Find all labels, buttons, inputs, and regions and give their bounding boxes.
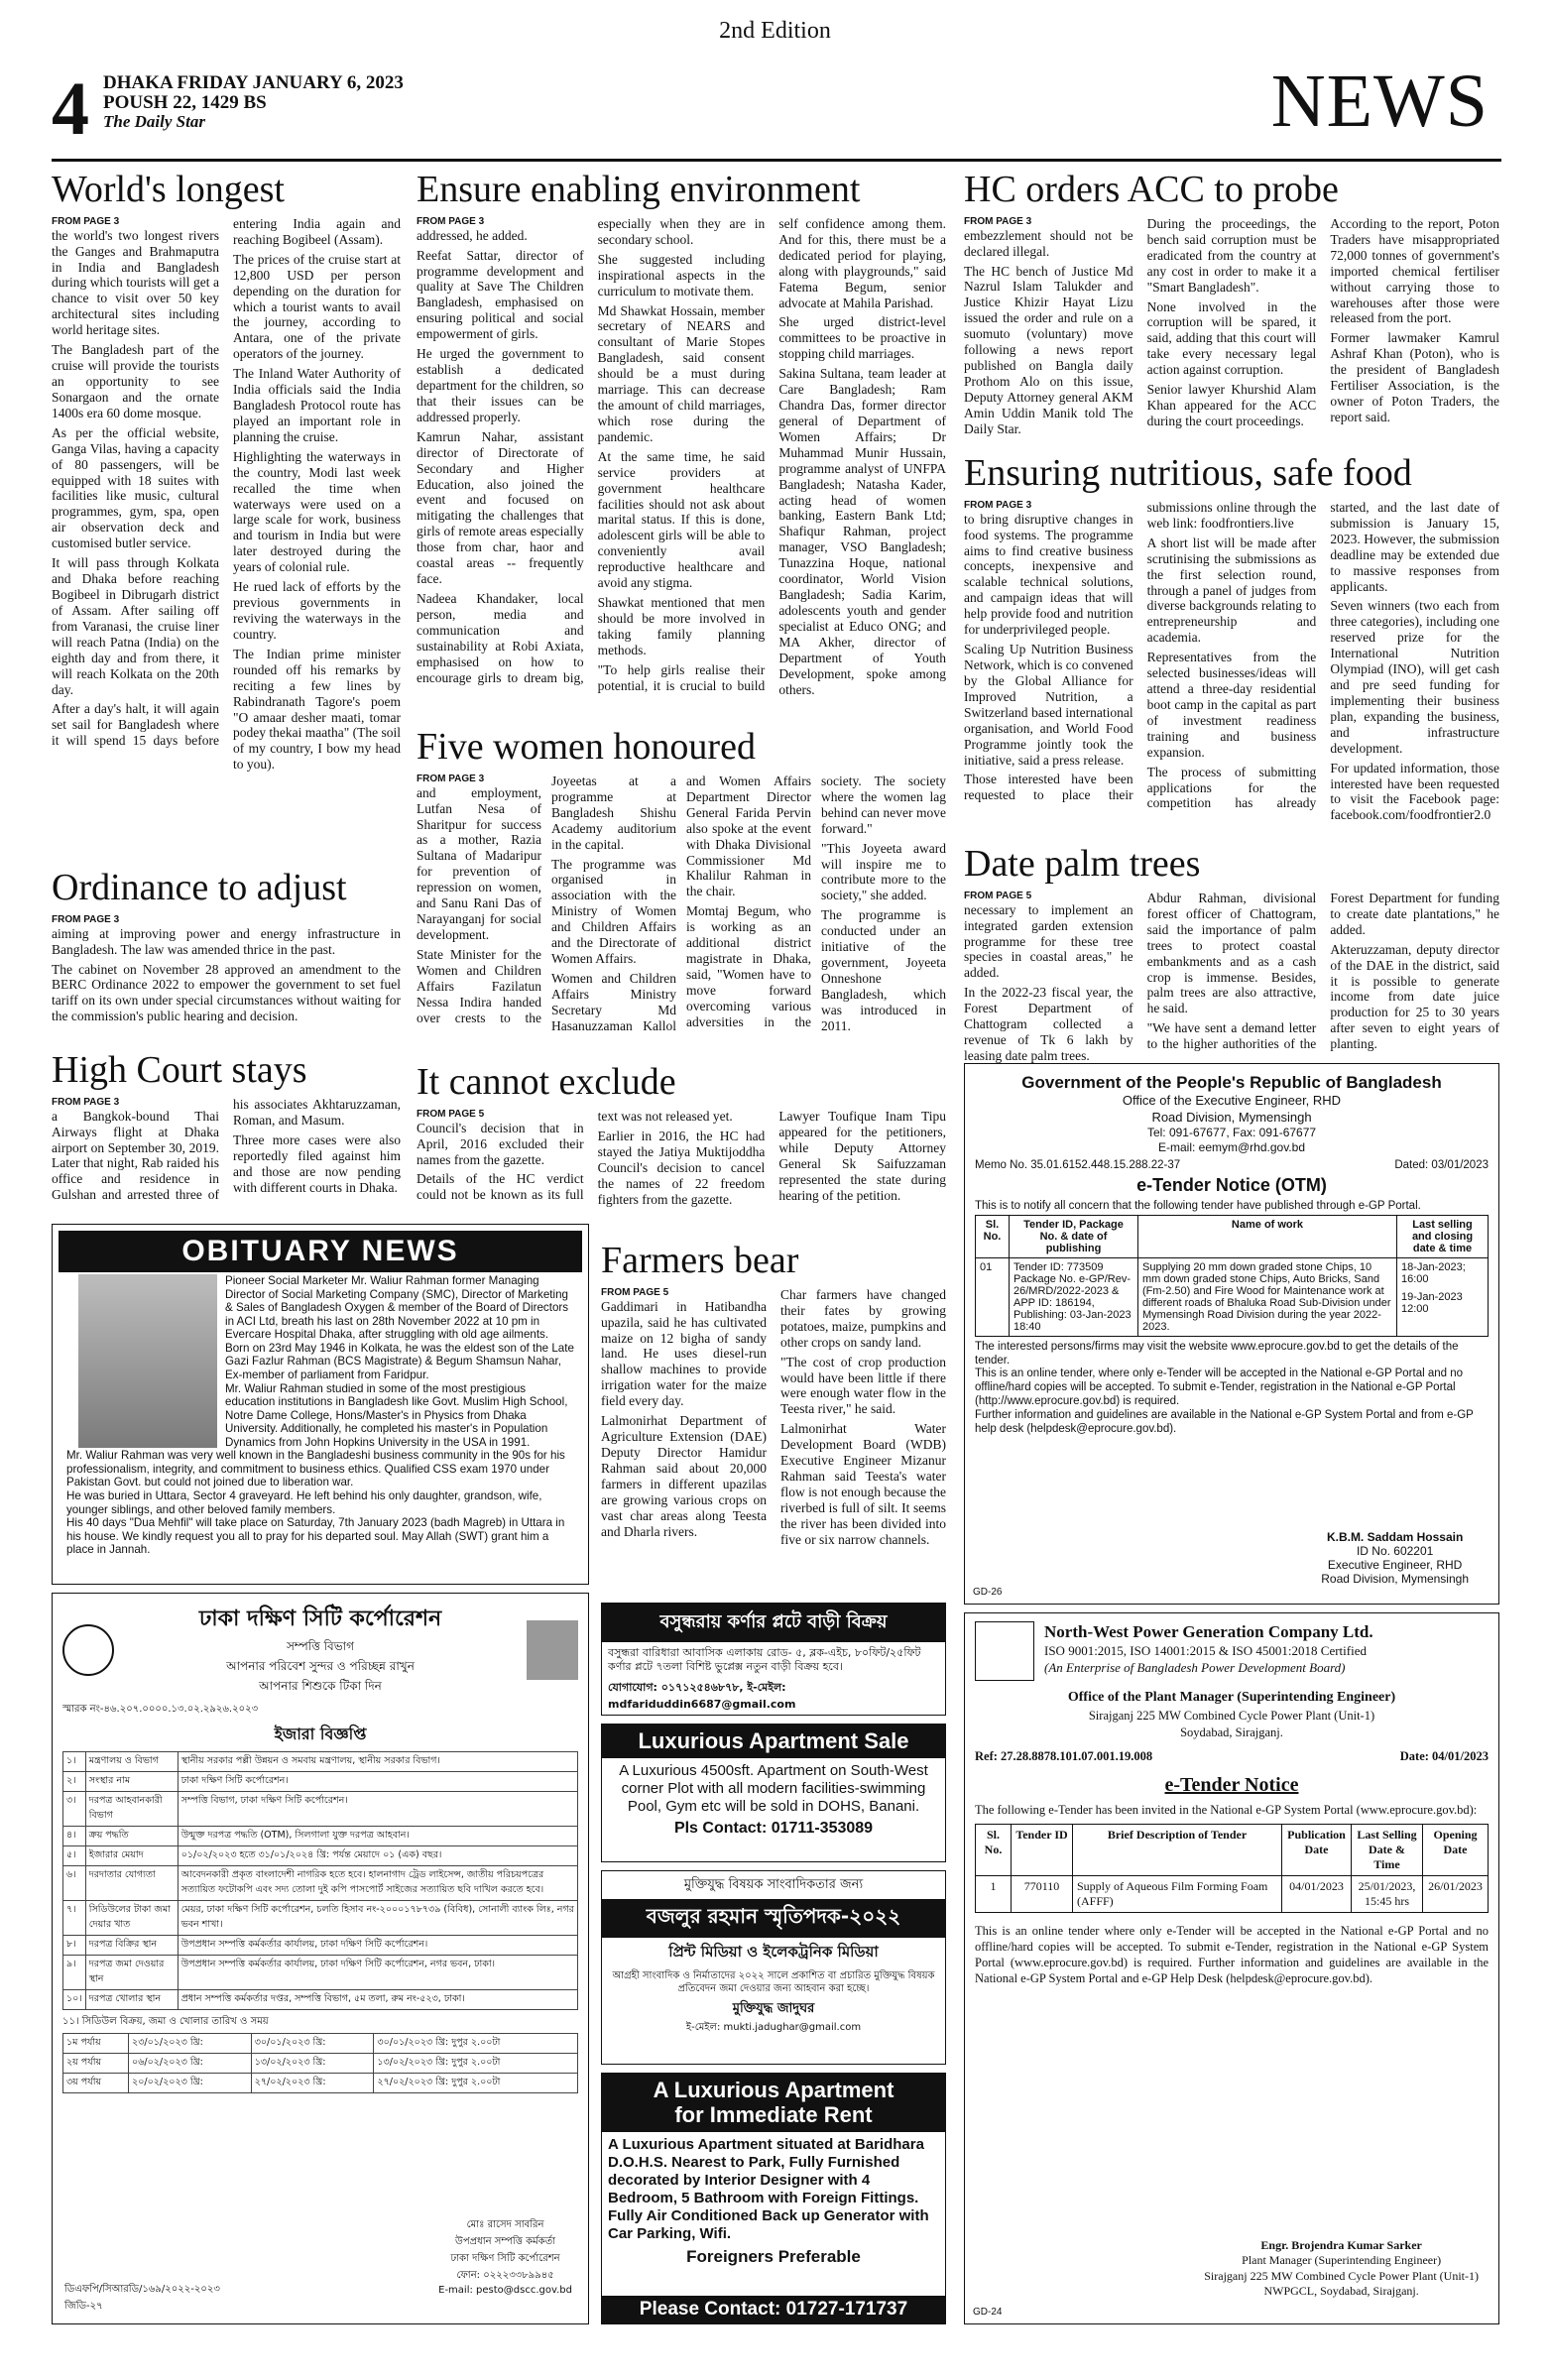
dscc-schedule-cell: ২য় পর্যায়: [63, 2054, 129, 2074]
paragraph: Those interested have been requested to place their submissions online through the web link: foodfrontiers.live: [964, 499, 1317, 803]
jump-line: FROM PAGE 3: [52, 215, 120, 227]
paragraph: As per the official website, Ganga Vilas, having a capacity of 80 passengers, will be equipped with 18 suites with facilities like music, cultural programmes, gym, spa, open air observation deck and customised butler service.: [52, 424, 219, 551]
nwpgcl-ref: Ref: 27.28.8878.101.07.001.19.008: [975, 1748, 1153, 1763]
story-headline: Ensuring nutritious, safe food: [964, 452, 1412, 494]
dscc-dept: সম্পত্তি বিভাগ: [286, 1639, 355, 1653]
paragraph: Md Shawkat Hossain, member secretary of NEARS and consultant of Marie Stopes Bangladesh, said consent should be a must during marriage. This can decrease the amount of child marriages, which rose during the pandemic.: [597, 302, 766, 444]
nwpgcl-office: Office of the Plant Manager (Superintending Engineer): [1067, 1690, 1396, 1705]
dscc-row: [63, 1990, 578, 2010]
award-header: মুক্তিযুদ্ধ বিষয়ক সাংবাদিকতার জন্য: [683, 1877, 864, 1892]
rhd-dated: Dated: 03/01/2023: [1394, 1158, 1489, 1171]
story-headline: Ensure enabling environment: [417, 169, 861, 210]
nwpgcl-th: Publication Date: [1282, 1824, 1352, 1875]
rhd-gov: Government of the People's Republic of Bangladesh: [1021, 1073, 1442, 1092]
dscc-schedule-cell: ৩য় পর্যায়: [63, 2074, 129, 2093]
story-body: [964, 216, 1499, 437]
paragraph: Abdur Rahman, divisional forest officer of Chattogram, said the importance of palm trees to protect coastal embankments and as a cash crop is immense. Besides, palm trees are also attractive, he said.: [1146, 890, 1317, 1016]
paragraph: Three more cases were also reportedly filed against him and those are now pending with different courts in Dhaka.: [233, 1131, 401, 1195]
dscc-cell: আবেদনকারী প্রকৃত বাংলাদেশী নাগরিক হতে হবে। হালনাগাদ ট্রেড লাইসেন্স, জাতীয় পরিচয়পত্রের সত্যায়িত ফটোকপি এবং সদ্য তোলা দুই কপি পাসপোর্ট সাইজের সত্যায়িত ছবি দাখিল করতে হবে।: [178, 1866, 577, 1901]
paragraph: According to the report, Poton Traders have misappropriated 72,000 tonnes of government's imported chemical fertiliser without carrying those to warehouses after those were released from the port.: [1330, 215, 1499, 326]
lux-rent-body: A Luxurious Apartment situated at Baridhara D.O.H.S. Nearest to Park, Fully Furnished decorated by Interior Designer with 4 Bedroom, 5 Bathroom with Foreign Fittings. Fully Air Conditioned Back up Generator with Car Parking, Wifi.: [608, 2135, 929, 2242]
paragraph: It will pass through Kolkata and Dhaka before reaching Bogibeel in Dibrugarh district of Assam. After sailing off from Varanasi, the cruise liner will reach Patna (India) on the eighth day and from there, it will reach Kolkata on the 20th day.: [52, 555, 219, 697]
lux-sale-title: Luxurious Apartment Sale: [602, 1725, 945, 1758]
story-headline: High Court stays: [52, 1049, 307, 1091]
story-headline: Five women honoured: [417, 726, 756, 768]
dscc-cell: ৬।: [63, 1866, 86, 1901]
story-hc-acc: [964, 171, 1499, 448]
paragraph: the world's two longest rivers the Ganges and Brahmaputra in India and Bangladesh during which tourists will get a chance to visit over 50 key architectural sites including world heritage sites.: [52, 227, 219, 338]
rhd-signer: K.B.M. Saddam Hossain: [1326, 1530, 1464, 1544]
ad-obituary: [52, 1224, 589, 1585]
paragraph: Scaling Up Nutrition Business Network, which is co convened by the Global Alliance for Improved Nutrition, a Switzerland based international organisation, and World Food Programme jointly took the initiative, said a press release.: [964, 642, 1133, 768]
rhd-intro: This is to notify all concern that the following tender have published through e-GP Portal.: [975, 1199, 1421, 1212]
dscc-cell: দরপত্র জমা দেওয়ার স্থান: [85, 1956, 178, 1990]
rhd-td-dates: [1397, 1257, 1489, 1336]
story-headline: It cannot exclude: [417, 1061, 676, 1103]
paragraph: Gaddimari in Hatibandha upazila, said he has cultivated maize on 12 bigha of sandy land. He uses diesel-run shallow machines to provide irrigation water for the maize field every day.: [601, 1298, 767, 1409]
rhd-td: Supplying 20 mm down graded stone Chips, 10 mm down graded stone Chips, Auto Bricks, Sand (Fm-2.50) and Fire Wood for Maintenance work at different roads of Bhaluka Road Sub-Division under Mymensingh Road Division during the year 2022-2023.: [1138, 1257, 1397, 1336]
paragraph: The programme was organised in association with the Ministry of Women and Children Affairs and the Directorate of Women Affairs.: [551, 856, 676, 967]
nwpgcl-th: Sl. No.: [976, 1824, 1012, 1875]
dscc-cell: ০১/০২/২০২৩ হতে ৩১/০১/২০২৪ খ্রি: পর্যন্ত মেয়াদে ০১ (এক) বছর।: [178, 1846, 577, 1866]
nwpgcl-iso: ISO 9001:2015, ISO 14001:2015 & ISO 45001:2018 Certified: [1044, 1643, 1367, 1659]
rhd-division: Road Division, Mymensingh: [1151, 1109, 1312, 1125]
nwpgcl-signer: Engr. Brojendra Kumar Sarker: [1260, 2237, 1422, 2252]
date-line-2: POUSH 22, 1429 BS: [103, 91, 267, 113]
nwpgcl-th: Opening Date: [1423, 1824, 1489, 1875]
paragraph: Council's decision that in April, 2016 excluded their names from the gazette.: [417, 1120, 584, 1167]
jump-line: FROM PAGE 5: [417, 1108, 485, 1120]
lux-rent-preferable: Foreigners Preferable: [686, 2246, 861, 2266]
paragraph: "This Joyeeta award will inspire me to contribute more to the society," she added.: [821, 840, 946, 903]
dscc-schedule-cell: ০৬/০২/২০২৩ খ্রি:: [129, 2054, 252, 2074]
dscc-cell: ৪।: [63, 1827, 86, 1846]
dscc-schedule-cell: ২৭/০২/২০২৩ খ্রি: দুপুর ২.০০টা: [374, 2074, 578, 2093]
nwpgcl-date: Date: 04/01/2023: [1399, 1748, 1489, 1763]
date-line-1: DHAKA FRIDAY JANUARY 6, 2023: [103, 72, 404, 93]
dscc-cell: ৮।: [63, 1936, 86, 1956]
dscc-signature: [438, 2217, 572, 2296]
nwpgcl-logo-icon: [975, 1621, 1034, 1681]
dscc-row: [63, 1866, 578, 1901]
nwpgcl-td: Supply of Aqueous Film Forming Foam (AFFF): [1073, 1875, 1282, 1912]
bashundhara-body: বসুন্ধরা বারিধারা আবাসিক এলাকায় রোড- ৫, ব্লক-এইচ, ৮০ফিট/২৫ফিট কর্ণার প্লটে ৭তলা বিশিষ্ট ভুপ্লেক্স নতুন বাড়ী বিক্রয় হবে।: [608, 1646, 921, 1674]
paragraph: Kamrun Nahar, assistant director of Directorate of Secondary and Higher Education, also joined the event and focused on mitigating the challenges that girls of remote areas especially those from char, haor and coastal areas -- frequently face.: [417, 428, 584, 587]
obituary-text: [66, 1274, 576, 1557]
dscc-row: [63, 1936, 578, 1956]
rhd-office: Office of the Executive Engineer, RHD: [1122, 1093, 1342, 1109]
paragraph: Lawyer Toufique Inam Tipu appeared for the petitioners, while Deputy Attorney General Sk Saifuzzaman represented the state during hearing of the petition.: [778, 1108, 946, 1203]
paragraph: Representatives from the selected businesses/ideas will attend a three-day residential boot camp in the capital as part of investment readiness training and business expansion.: [1146, 650, 1317, 760]
rhd-note: This is an online tender, where only e-Tender will be accepted in the National e-GP Portal and no offline/hard copies will be accepted. To submit e-Tender, registration in the National e-GP Portal (http://www.eprocure.gov.bd) is required.: [975, 1368, 1464, 1407]
story-body: [417, 774, 946, 1034]
rhd-notice-title: e-Tender Notice (OTM): [1136, 1174, 1327, 1195]
ad-bashundhara: [601, 1603, 946, 1716]
obituary-para: Born on 23rd May 1946 in Kolkata, he was the eldest son of the Late Gazi Fazlur Rahman (BCS Magistrate) & Begum Shamsun Nahar, Ex-member of parliament from Faridpur.: [225, 1341, 574, 1381]
dscc-cell: ২।: [63, 1772, 86, 1792]
paragraph: Earlier in 2016, the HC had stayed the Jatiya Muktijoddha Council's decision to cancel the names of 22 freedom fighters from the gazette.: [597, 1128, 766, 1207]
paragraph: Sakina Sultana, team leader at Care Bangladesh; Ram Chandra Das, former director general of Department of Women Affairs; Dr Muhammad Munir Hussain, programme analyst of UNFPA Bangladesh; Natasha Kader, acting head of women banking, Eastern Bank Ltd; Shafiqur Rahman, project manager, VSO Bangladesh; Tunazzina Hoque, national coordinator, World Vision Bangladesh; Sadia Karim, adolescents youth and gender specialist at Educo ONG; and MA Akher, director of Department of Youth Development, spoke among others.: [778, 366, 946, 697]
dscc-signer-phone: ফোন: ০২২২৩৩৮৯৯৪৫: [456, 2270, 554, 2281]
nwpgcl-th: Brief Description of Tender: [1073, 1824, 1282, 1875]
paragraph: In the 2022-23 fiscal year, the Forest Department of Chattogram collected a revenue of Tk 6 lakh by leasing date palm trees.: [964, 985, 1133, 1063]
obituary-para: Pioneer Social Marketer Mr. Waliur Rahman former Managing Director of Social Marketing Company (SMC), Director of Marketing & Sales of Bangladesh Oxygen & member of the Board of Directors in ACI Ltd, breath his last on 28th November 2022 at 10 pm in Evercare Hospital Dhaka, after struggling with old age ailments.: [225, 1274, 569, 1342]
dscc-signer: মোঃ রাসেদ সাবরিন: [466, 2219, 544, 2230]
rhd-closing-date: 19-Jan-2023 12:00: [1401, 1290, 1463, 1315]
story-body: [52, 216, 401, 773]
dscc-row: [63, 1901, 578, 1936]
obituary-para: His 40 days "Dua Mehfil" will take place on Saturday, 7th January 2023 (badh Magreb) in Uttara in his house. We kindly request you all to pray for his departed soul. May Allah (SWT) grant him a place in Jannah.: [66, 1516, 565, 1557]
dscc-cell: ক্রয় পদ্ধতি: [85, 1827, 178, 1846]
dscc-cell: দরদাতার যোগ্যতা: [85, 1866, 178, 1901]
paragraph: State Minister for the Women and Children Affairs Fazilatun Nessa Indira handed over crests to the Joyeetas at a programme at Bangladesh Shishu Academy auditorium in the capital.: [417, 773, 676, 1025]
story-farmers-bear: [601, 1242, 946, 1595]
dscc-table: [62, 1751, 578, 2010]
dscc-cell: ১০।: [63, 1990, 86, 2010]
edition-label: 2nd Edition: [719, 18, 831, 44]
nwpgcl-location: Soydabad, Sirajganj.: [1180, 1725, 1283, 1739]
story-headline: World's longest: [52, 169, 285, 210]
jump-line: FROM PAGE 5: [601, 1286, 669, 1298]
story-headline: Ordinance to adjust: [52, 867, 347, 908]
rhd-note: The interested persons/firms may visit the website www.eprocure.gov.bd to get the details of the tender.: [975, 1340, 1459, 1367]
dscc-row: [63, 1956, 578, 1990]
dscc-cell: ইজারার মেয়াদ: [85, 1846, 178, 1866]
story-body: [964, 500, 1499, 823]
rhd-th: Last selling and closing date & time: [1397, 1215, 1489, 1257]
jump-line: FROM PAGE 3: [417, 215, 485, 227]
dscc-signer-title: উপপ্রধান সম্পত্তি কর্মকর্তা: [455, 2236, 556, 2247]
page-number: 4: [52, 67, 89, 151]
dscc-footer-gd: জিডি-২৭: [64, 2301, 103, 2312]
paragraph: She suggested including inspirational aspects in the curriculum to motivate them.: [597, 251, 766, 298]
dscc-cell: উন্মুক্ত দরপত্র পদ্ধতি (OTM), সিলগালা যুক্ত দরপত্র আহবান।: [178, 1827, 577, 1846]
nwpgcl-td: 04/01/2023: [1282, 1875, 1352, 1912]
dscc-org: ঢাকা দক্ষিণ সিটি কর্পোরেশন: [198, 1606, 442, 1631]
dscc-slogan-2: আপনার শিশুকে টিকা দিন: [259, 1679, 382, 1693]
dscc-row: [63, 1752, 578, 1772]
paragraph: After a day's halt, it will again set sail for Bangladesh where it will spend 15 days before entering India again and reaching Bogibeel (Assam).: [52, 215, 401, 749]
nwpgcl-enterprise: (An Enterprise of Bangladesh Power Development Board): [1044, 1659, 1346, 1675]
section-title: NEWS: [1270, 60, 1489, 143]
nwpgcl-signer-title: Plant Manager (Superintending Engineer): [1242, 2253, 1442, 2268]
nwpgcl-td: 770110: [1012, 1875, 1073, 1912]
dscc-slogan-1: আপনার পরিবেশ সুন্দর ও পরিচ্ছন্ন রাখুন: [226, 1659, 415, 1673]
dscc-notice-title: ইজারা বিজ্ঞপ্তি: [274, 1725, 367, 1743]
paragraph: She urged district-level committees to be proactive in stopping child marriages.: [778, 314, 946, 362]
jump-line: FROM PAGE 3: [964, 499, 1032, 511]
story-headline: Farmers bear: [601, 1240, 799, 1281]
rhd-signature: [1321, 1530, 1469, 1586]
paragraph: Senior lawyer Khurshid Alam Khan appeared for the ACC during the court proceedings.: [1146, 382, 1317, 428]
ad-nwpgcl-tender: [964, 1612, 1499, 2324]
dscc-footer-code: ডিএফপি/সিআরডি/১৬৯/২০২২-২০২৩: [64, 2284, 220, 2295]
dscc-cell: সম্পত্তি বিভাগ, ঢাকা দক্ষিণ সিটি কর্পোরেশন।: [178, 1792, 577, 1827]
ad-lux-sale: [601, 1724, 946, 1862]
story-body: [417, 1109, 946, 1208]
paragraph: None involved in the corruption will be spared, it said, adding that this court will take every necessary legal action against corruption.: [1146, 298, 1317, 378]
rhd-memo: Memo No. 35.01.6152.448.15.288.22-37: [975, 1158, 1181, 1171]
paragraph: Char farmers have changed their fates by growing potatoes, maize, pumpkins and other crops on sandy land.: [780, 1286, 946, 1350]
paragraph: He rued lack of efforts by the previous governments in reviving the waterways in the country.: [233, 579, 401, 642]
rhd-signer-title: Executive Engineer, RHD: [1327, 1558, 1463, 1572]
dscc-memo: স্মারক নং-৪৬.২০৭.০০০০.১৩.০২.২৯২৬.২০২৩: [62, 1704, 259, 1715]
paragraph: "To help girls realise their potential, it is crucial to build self confidence among them. And for this, there must be a dedicated period for playing, along with playgrounds," said Fatema Begum, senior advocate at Mahila Parishad.: [597, 215, 946, 693]
paragraph: Momtaj Begum, who is working as an additional district magistrate in Dhaka, said, "Women have to move forward overcoming various adversities in the society. The society where the women lag behind can never move forward.": [686, 773, 946, 1029]
nwpgcl-th: Last Selling Date & Time: [1352, 1824, 1423, 1875]
paragraph: a Bangkok-bound Thai Airways flight at Dhaka airport on September 30, 2019. Later that night, Rab raided his office and residence in Gulshan and arrested three of his associates Akhtaruzzaman, Roman, and Masum.: [52, 1096, 401, 1203]
story-date-palm: [964, 843, 1499, 1063]
dscc-signer-org: ঢাকা দক্ষিণ সিটি কর্পোরেশন: [450, 2253, 560, 2264]
dscc-cell: সিডিউলের টাকা জমা দেয়ার খাত: [85, 1901, 178, 1936]
dscc-cell: ৫।: [63, 1846, 86, 1866]
paragraph: Reefat Sattar, director of programme development and quality at Save The Children Bangladesh, emphasised on ensuring political and social empowerment of girls.: [417, 247, 584, 342]
dscc-schedule-row: [63, 2074, 578, 2093]
paragraph: "We have sent a demand letter to the higher authorities of the Forest Department for funding to create date plantations," he added.: [1146, 890, 1499, 1052]
obituary-para: Mr. Waliur Rahman was very well known in the Bangladeshi business community in the 90s for his professionalism, integrity, and commitment to business ethics. Qualified CSS exam 1970 under Pakistan Govt. but could not joined due to liberation war.: [66, 1449, 565, 1489]
nwpgcl-gd: GD-24: [973, 2307, 1003, 2318]
dscc-cell: ১।: [63, 1752, 86, 1772]
dscc-logo-icon: [62, 1624, 114, 1676]
dscc-cell: ৯।: [63, 1956, 86, 1990]
ad-award: [601, 1870, 946, 2065]
dscc-signer-email: E-mail: pesto@dscc.gov.bd: [438, 2285, 572, 2296]
dscc-footer: [64, 2282, 220, 2316]
dscc-schedule-row: [63, 2034, 578, 2054]
paragraph: and employment, Lutfan Nesa of Sharitpur for success as a mother, Razia Sultana of Madaripur for prevention of repression on women, and Sanu Rani Das of Narayanganj for social development.: [417, 784, 541, 942]
rhd-header: [975, 1072, 1489, 1155]
header-rule: [52, 159, 1501, 162]
nwpgcl-plant: Sirajganj 225 MW Combined Cycle Power Plant (Unit-1): [1088, 1708, 1375, 1723]
dscc-cell: ঢাকা দক্ষিণ সিটি কর্পোরেশন।: [178, 1772, 577, 1792]
story-body: [52, 914, 401, 1028]
paragraph: Lalmonirhat Water Development Board (WDB) Executive Engineer Mizanur Rahman said Teesta's water flow is not enough because the riverbed is full of silt. It seems the river has been divided into five or six narrow channels.: [780, 1421, 946, 1547]
paragraph: The Inland Water Authority of India officials said the India Bangladesh Protocol route has played an important role in planning the cruise.: [233, 366, 401, 444]
ad-rhd-tender: [964, 1063, 1499, 1605]
dscc-cell: সংস্থার নাম: [85, 1772, 178, 1792]
dscc-cell: মেয়র, ঢাকা দক্ষিণ সিটি কর্পোরেশন, চলতি হিসাব নং-২০০০১৭৮৭৩৯ (বিবিধ), সোনালী ব্যাংক লিঃ, নগর ভবন শাখা।: [178, 1901, 577, 1936]
dscc-header: [62, 1602, 578, 1748]
paragraph: Akteruzzaman, deputy director of the DAE in the district, said it is possible to generate income from date juice production for 25 to 30 years after seven to eight years of planting.: [1330, 941, 1499, 1052]
award-sub: প্রিন্ট মিডিয়া ও ইলেকট্রনিক মিডিয়া: [668, 1943, 879, 1961]
story-body: [964, 891, 1499, 1064]
rhd-notes: [975, 1341, 1489, 1437]
obituary-para: Mr. Waliur Rahman studied in some of the most prestigious education institutions in Bangladesh like Govt. Muslim High School, Notre Dame College, Hons/Master's in Physics from Dhaka University. Additionally, he completed his master's in Population Dynamics from John Hopkins University in the USA in 1991.: [225, 1381, 568, 1449]
rhd-tel: Tel: 091-67677, Fax: 091-67677: [1146, 1125, 1317, 1139]
dscc-cell: দরপত্র আহবানকারী বিভাগ: [85, 1792, 178, 1827]
rhd-note: Further information and guidelines are available in the National e-GP System Portal and from e-GP help desk (helpdesk@eprocure.gov.bd).: [975, 1408, 1474, 1435]
dscc-schedule-cell: ১৩/০২/২০২৩ খ্রি: দুপুর ২.০০টা: [374, 2054, 578, 2074]
dscc-schedule-cell: ১ম পর্যায়: [63, 2034, 129, 2054]
paragraph: The HC bench of Justice Md Nazrul Islam Talukder and Justice Khizir Hayat Lizu issued the order and rule on a suomuto (voluntary) move following a news report published on Bangla daily Prothom Alo on this issue, Deputy Attorney general AKM Amin Uddin Manik told The Daily Star.: [964, 263, 1133, 436]
dscc-schedule-cell: ২৭/০২/২০২৩ খ্রি:: [251, 2074, 374, 2093]
dscc-cell: মন্ত্রণালয় ও বিভাগ: [85, 1752, 178, 1772]
rhd-memo-line: [975, 1159, 1489, 1171]
paragraph: necessary to implement an integrated garden extension programme for these tree species in coastal areas," he added.: [964, 901, 1133, 981]
paragraph: The process of submitting applications for the competition has already started, and the last date of submission is January 15, 2023. However, the submission deadline may be extended due to massive responses from applicants.: [1146, 499, 1499, 811]
rhd-email: E-mail: eemym@rhd.gov.bd: [1157, 1139, 1305, 1154]
paragraph: The Indian prime minister rounded off his remarks by reciting a few lines by Rabindranath Tagore's poem "O amaar desher maati, tomar podey thekai maatha" (The soil of my country, I bow my head to you).: [233, 646, 401, 773]
dscc-schedule-cell: ১৩/০২/২০২৩ খ্রি:: [251, 2054, 374, 2074]
story-body: [417, 216, 946, 698]
dscc-cell: প্রধান সম্পত্তি কর্মকর্তার দপ্তর, সম্পত্তি বিভাগ, ৫ম তলা, রুম নং-৫২৩, ঢাকা।: [178, 1990, 577, 2010]
nwpgcl-signature: [1204, 2238, 1479, 2300]
rhd-signer-id: ID No. 602201: [1356, 1544, 1434, 1558]
dscc-cell: দরপত্র খোলার স্থান: [85, 1990, 178, 2010]
paragraph: embezzlement should not be declared illegal.: [964, 227, 1133, 259]
nwpgcl-header: [975, 1621, 1489, 1681]
paragraph: Former lawmaker Kamrul Ashraf Khan (Poton), who is the president of Bangladesh Fertiliser Association, is the owner of Poton Traders, the report said.: [1330, 330, 1499, 424]
story-ensure-enabling: [417, 171, 946, 726]
award-body: আগ্রহী সাংবাদিক ও নির্মাতাদের ২০২২ সালে প্রকাশিত বা প্রচারিত মুক্তিযুদ্ধ বিষয়ক প্রতিবেদন জমা দেওয়ার জন্য আহবান করা হচ্ছে।: [612, 1970, 935, 1994]
story-body: [601, 1287, 946, 1548]
rhd-th: Name of work: [1138, 1215, 1397, 1257]
lux-sale-contact: Pls Contact: 01711-353089: [673, 1820, 874, 1837]
jump-line: FROM PAGE 3: [52, 913, 120, 925]
story-headline: Date palm trees: [964, 843, 1201, 885]
jump-line: FROM PAGE 5: [964, 890, 1032, 901]
dscc-schedule-title: ১১। সিডিউল বিক্রয়, জমা ও খোলার তারিখ ও সময়: [62, 2016, 269, 2027]
ad-lux-rent: [601, 2073, 946, 2324]
dateline: [103, 73, 404, 131]
paragraph: to bring disruptive changes in food systems. The programme aims to find creative business concepts, inexpensive and scalable technical solutions, and campaign ideas that will help provide food and nutrition for underprivileged people.: [964, 511, 1133, 638]
nwpgcl-th: Tender ID: [1012, 1824, 1073, 1875]
paragraph: He urged the government to establish a dedicated department for the children, so that their issues can be addressed properly.: [417, 346, 584, 424]
story-five-women: [417, 728, 946, 1041]
masthead-logo: The Daily Star: [103, 111, 205, 131]
story-nutritious-food: [964, 454, 1499, 843]
nwpgcl-signer-loc: NWPGCL, Soydabad, Sirajganj.: [1263, 2284, 1419, 2299]
dscc-cell: উপপ্রধান সম্পত্তি কর্মকর্তার কার্যালয়, ঢাকা দক্ষিণ সিটি কর্পোরেশন।: [178, 1936, 577, 1956]
paragraph: During the proceedings, the bench said corruption must be eradicated from the country at any cost in order to make it a "Smart Bangladesh".: [1146, 215, 1317, 295]
jump-line: FROM PAGE 3: [417, 773, 485, 784]
dscc-schedule-cell: ২০/০২/২০২৩ খ্রি:: [129, 2074, 252, 2093]
paragraph: "The cost of crop production would have been little if there were enough water flow in the Teesta river," he said.: [780, 1354, 946, 1417]
paragraph: The prices of the cruise start at 12,800 USD per person depending on the duration for which a tourist wants to avail the journey, according to Antara, one of the private operators of the journey.: [233, 251, 401, 362]
portrait-photo: [527, 1620, 578, 1680]
dscc-schedule-cell: ৩০/০১/২০২৩ খ্রি: দুপুর ২.০০টা: [374, 2034, 578, 2054]
dscc-schedule-row: [63, 2054, 578, 2074]
rhd-signer-div: Road Division, Mymensingh: [1321, 1572, 1469, 1586]
rhd-gd: GD-26: [973, 1587, 1003, 1598]
rhd-td: 01: [976, 1257, 1010, 1336]
award-org: মুক্তিযুদ্ধ জাদুঘর: [732, 2001, 815, 2016]
dscc-cell: ৩।: [63, 1792, 86, 1827]
rhd-selling-date: 18-Jan-2023; 16:00: [1401, 1260, 1466, 1285]
nwpgcl-office-block: [975, 1689, 1489, 1741]
award-title: বজলুর রহমান স্মৃতিপদক-২০২২: [602, 1899, 945, 1938]
paragraph: The programme is conducted under an initiative of the government, Joyeeta Onneshone Bangladesh, which was introduced in 2011.: [821, 907, 946, 1033]
paragraph: Women and Children Affairs Ministry Secretary Md Hasanuzzaman Kallol and Women Affairs Department Director General Farida Pervin also spoke at the event with Dhaka Divisional Commissioner Md Khalilur Rahman in the chair.: [551, 773, 811, 1033]
paragraph: Nadeea Khandaker, local person, media and communication and sustainability at Robi Axiata, emphasised on how to encourage girls to dream big, especially when they are in secondary school.: [417, 215, 766, 685]
dscc-row: [63, 1827, 578, 1846]
story-ordinance: [52, 869, 401, 1047]
paragraph: Lalmonirhat Department of Agriculture Extension (DAE) Deputy Director Hamidur Rahman said about 20,000 farmers in different upazilas are growing various crops on vast char areas along Teesta and Dharla rivers.: [601, 1413, 767, 1539]
dscc-cell: ৭।: [63, 1901, 86, 1936]
nwpgcl-intro: The following e-Tender has been invited in the National e-GP System Portal (www.eprocure.gov.bd):: [975, 1802, 1478, 1817]
dscc-row: [63, 1846, 578, 1866]
nwpgcl-td: 1: [976, 1875, 1012, 1912]
lux-sale-body: A Luxurious 4500sft. Apartment on South-West corner Plot with all modern facilities-swimming Pool, Gym etc will be sold in DOHS, Banani.: [619, 1762, 928, 1815]
ad-dscc-notice: [52, 1593, 589, 2324]
nwpgcl-note: This is an online tender where only e-Tender will be accepted in the National e-GP Portal and no offline/hard copies will be accepted. To submit e-Tender, registration in the National e-GP System Portal (www.eprocure.gov.bd) is required. Further information and guidelines are available in the National e-GP System Portal and e-GP Help Desk (helpdesk@eprocure.gov.bd).: [975, 1923, 1489, 1986]
paragraph: For updated information, those interested have been requested to visit the Facebook page: facebook.com/foodfrontier2.0: [1330, 760, 1499, 823]
award-email: ই-মেইল: mukti.jadughar@gmail.com: [685, 2022, 862, 2033]
rhd-th: Sl. No.: [976, 1215, 1010, 1257]
nwpgcl-td: 25/01/2023, 15:45 hrs: [1352, 1875, 1423, 1912]
dscc-schedule-cell: ৩০/০১/২০২৩ খ্রি:: [251, 2034, 374, 2054]
nwpgcl-signer-plant: Sirajganj 225 MW Combined Cycle Power Plant (Unit-1): [1204, 2268, 1479, 2283]
paragraph: The Bangladesh part of the cruise will provide the tourists an opportunity to see Sonargaon and the ornate 1400s era 60 dome mosque.: [52, 342, 219, 420]
dscc-cell: উপপ্রধান সম্পত্তি কর্মকর্তার কার্যালয়, ঢাকা দক্ষিণ সিটি কর্পোরেশন, নগর ভবন, ঢাকা।: [178, 1956, 577, 1990]
paragraph: Seven winners (two each from three categories), including one reserved prize for the International Nutrition Olympiad (INO), will get cash and pre seed funding for implementing their business plan, expanding the business, and infrastructure development.: [1330, 598, 1499, 756]
jump-line: FROM PAGE 3: [964, 215, 1032, 227]
jump-line: FROM PAGE 3: [52, 1096, 120, 1108]
lux-rent-title: [602, 2074, 945, 2132]
paragraph: Highlighting the waterways in the country, Modi last week recalled the time when waterways were used on a large scale for work, business and tourism in India but were later destroyed during the years of colonial rule.: [233, 448, 401, 575]
lux-rent-title-2: for Immediate Rent: [674, 2102, 873, 2128]
story-body: [52, 1097, 401, 1203]
bashundhara-title: বসুন্ধরায় কর্ণার প্লটে বাড়ী বিক্রয়: [602, 1604, 945, 1642]
rhd-td: Tender ID: 773509 Package No. e-GP/Rev-26/MRD/2022-2023 & APP ID: 186194, Publishing: 03-Jan-2023 18:40: [1010, 1257, 1138, 1336]
story-high-court: [52, 1051, 401, 1220]
obituary-para: He was buried in Uttara, Sector 4 graveyard. He left behind his only daughter, grandson, wife, younger siblings, and other beloved family members.: [66, 1489, 542, 1516]
nwpgcl-ref-line: [975, 1749, 1489, 1764]
lux-rent-title-1: A Luxurious Apartment: [653, 2078, 894, 2102]
story-headline: HC orders ACC to probe: [964, 169, 1339, 210]
paragraph: Shawkat mentioned that men should be more involved in taking family planning methods.: [597, 595, 766, 657]
paragraph: A short list will be made after scrutinising the submissions as the first selection round, through a panel of judges from diverse backgrounds relating to entrepreneurship and academia.: [1146, 535, 1317, 646]
story-cannot-exclude: [417, 1063, 946, 1234]
story-worlds-longest: [52, 171, 401, 865]
dscc-schedule-table: [62, 2033, 578, 2093]
paragraph: aiming at improving power and energy infrastructure in Bangladesh. The law was amended thrice in the past.: [52, 925, 401, 957]
dscc-cell: স্থানীয় সরকার পল্লী উন্নয়ন ও সমবায় মন্ত্রণালয়, স্থানীয় সরকার বিভাগ।: [178, 1752, 577, 1772]
dscc-cell: দরপত্র বিক্রির স্থান: [85, 1936, 178, 1956]
dscc-row: [63, 1772, 578, 1792]
paragraph: The cabinet on November 28 approved an amendment to the BERC Ordinance 2022 to empower the government to set fuel tariff on its own under special circumstances without waiting for the commission's public hearing and decision.: [52, 961, 401, 1024]
paragraph: At the same time, he said service providers at government healthcare facilities should not ask about marital status. If this is done, adolescent girls will be able to conveniently avail reproductive healthcare and avoid any stigma.: [597, 448, 766, 591]
obituary-title: OBITUARY NEWS: [59, 1231, 582, 1272]
paragraph: addressed, he added.: [417, 227, 528, 243]
bashundhara-contact: যোগাযোগ: ০১৭১২৫৪৬৮৭৮, ই-মেইল: mdfariduddin6687@gmail.com: [608, 1680, 796, 1711]
dscc-row: [63, 1792, 578, 1827]
nwpgcl-td: 26/01/2023: [1423, 1875, 1489, 1912]
lux-rent-contact: Please Contact: 01727-171737: [602, 2296, 945, 2323]
nwpgcl-notice-title: e-Tender Notice: [1164, 1773, 1299, 1796]
nwpgcl-company: North-West Power Generation Company Ltd.: [1044, 1622, 1373, 1641]
rhd-table: [975, 1215, 1489, 1337]
paragraph: Details of the HC verdict could not be known as its full text was not released yet.: [417, 1108, 733, 1203]
nwpgcl-table: [975, 1824, 1489, 1913]
rhd-th: Tender ID, Package No. & date of publishing: [1010, 1215, 1138, 1257]
dscc-schedule-cell: ২৩/০১/২০২৩ খ্রি:: [129, 2034, 252, 2054]
